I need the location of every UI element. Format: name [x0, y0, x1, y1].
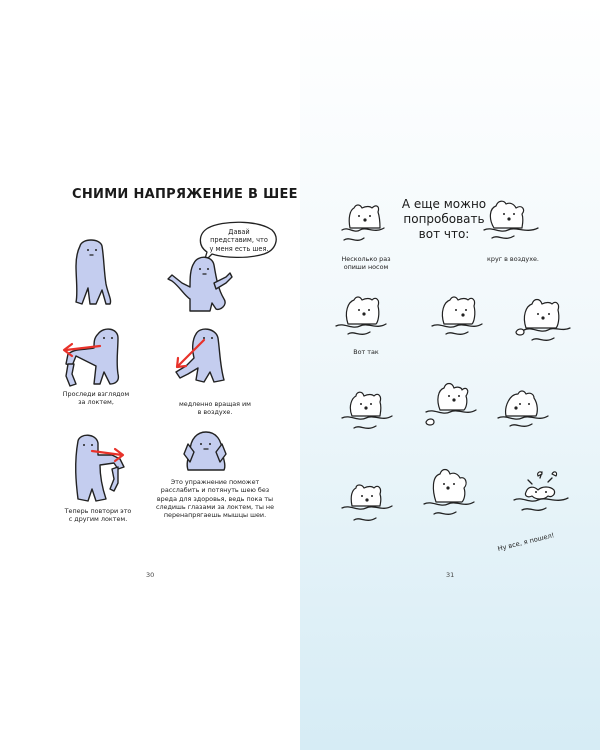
bear-9: [340, 480, 396, 526]
right-page: [300, 0, 600, 750]
caption-step3: Теперь повтори это с другим локтем.: [64, 507, 132, 524]
bear-3: [334, 296, 390, 338]
caption-a: Несколько раз опиши носом: [341, 255, 391, 272]
right-heading: А еще можно попробовать вот что:: [401, 197, 487, 241]
page-title: СНИМИ НАПРЯЖЕНИЕ В ШЕЕ: [72, 187, 298, 202]
caption-d: Ну все, я пошел!: [496, 531, 556, 553]
blob-figure-1: [66, 238, 126, 308]
bear-7: [424, 382, 480, 428]
caption-step2: медленно вращая им в воздухе.: [178, 400, 251, 417]
speech-bubble-text: Давай представим, что у меня есть шея.: [209, 228, 269, 253]
bear-6: [340, 390, 396, 434]
bear-5: [512, 298, 574, 346]
bear-8: [496, 388, 552, 432]
blob-figure-5: [66, 433, 136, 505]
page-number-right: 31: [446, 571, 455, 579]
bear-10: [422, 466, 478, 522]
bear-2: [482, 200, 542, 244]
bear-11-splash: [512, 468, 572, 524]
blob-figure-4: [170, 326, 230, 386]
caption-step1: Проследи взглядом за локтем,: [62, 390, 130, 407]
bear-4: [430, 296, 486, 338]
blob-figure-2: [166, 255, 236, 315]
caption-step4: Это упражнение поможет расслабить и потянуть шею без вреда для здоровья, ведь пока ты следишь глазами за локтем, ты не перенапрягаешь мышцы шеи.: [155, 478, 275, 520]
caption-c: Вот так: [353, 348, 379, 356]
bear-1: [340, 204, 390, 246]
blob-figure-6: [180, 432, 230, 472]
page-number-left: 30: [146, 571, 155, 579]
caption-b: круг в воздухе.: [487, 255, 539, 263]
blob-figure-3: [60, 326, 130, 386]
